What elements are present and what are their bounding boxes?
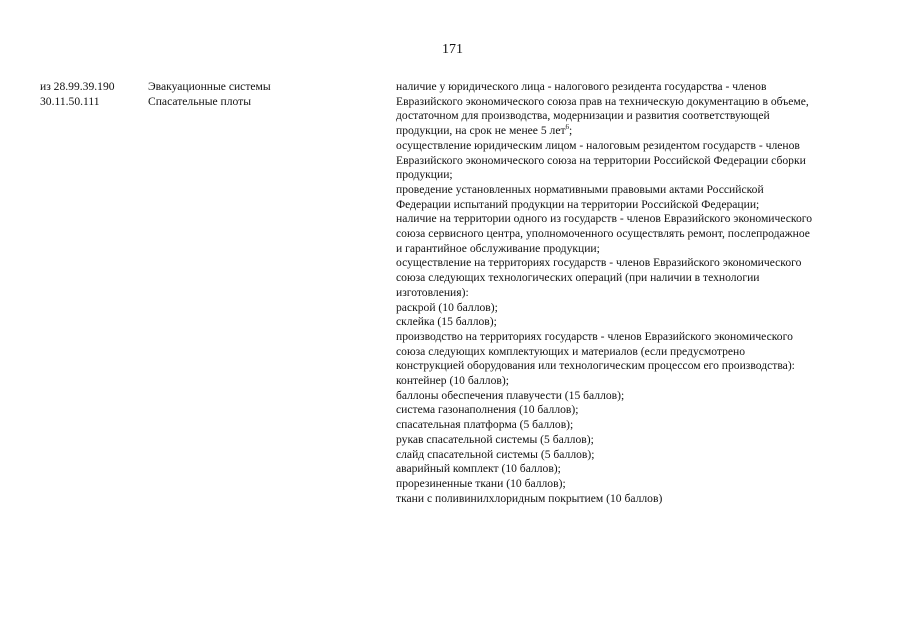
requirement-line: баллоны обеспечения плавучести (15 баллов);	[396, 388, 625, 402]
requirement-line: склейка (15 баллов);	[396, 315, 497, 329]
product-names-column	[148, 80, 388, 109]
requirement-line	[396, 124, 878, 139]
requirement-line: контейнер (10 баллов);	[396, 374, 509, 388]
requirement-punctuation: ;	[569, 124, 573, 138]
requirement-line: спасательная платформа (5 баллов);	[396, 418, 574, 432]
requirement-line: ткани с поливинилхлоридным покрытием (10 баллов)	[396, 491, 663, 505]
requirement-line: конструкцией оборудования или технологическим процессом его производства):	[396, 359, 795, 373]
requirement-line: союза следующих технологических операций (при наличии в технологии	[396, 271, 760, 285]
requirement-line: Федерации испытаний продукции на территории Российской Федерации;	[396, 197, 760, 211]
requirement-line: проведение установленных нормативными правовыми актами Российской	[396, 182, 764, 196]
requirement-line: осуществление на территориях государств - членов Евразийского экономического	[396, 256, 802, 270]
requirement-line: рукав спасательной системы (5 баллов);	[396, 432, 594, 446]
requirement-line: союза сервисного центра, уполномоченного осуществлять ремонт, послепродажное	[396, 227, 810, 241]
footnote-marker: 6	[565, 123, 570, 132]
requirement-text: продукции, на срок не менее 5 лет	[396, 124, 566, 138]
product-name: Эвакуационные системы	[148, 80, 271, 93]
requirements-column	[396, 80, 878, 506]
requirement-line: Евразийского экономического союза прав на техническую документацию в объеме,	[396, 94, 809, 108]
page-number: 171	[442, 42, 463, 57]
requirement-line: Евразийского экономического союза на территории Российской Федерации сборки	[396, 153, 806, 167]
requirement-line: продукции;	[396, 168, 453, 182]
product-code: из 28.99.39.190	[40, 80, 115, 93]
requirement-line: союза следующих комплектующих и материалов (если предусмотрено	[396, 344, 746, 358]
requirement-line: осуществление юридическим лицом - налоговым резидентом государств - членов	[396, 138, 800, 152]
product-codes-column	[40, 80, 140, 109]
requirement-line: производство на территориях государств - членов Евразийского экономического	[396, 329, 793, 343]
product-code: 30.11.50.111	[40, 94, 100, 108]
requirement-line: изготовления):	[396, 285, 469, 299]
requirement-line: аварийный комплект (10 баллов);	[396, 462, 561, 476]
product-name: Спасательные плоты	[148, 94, 252, 108]
requirement-line: система газонаполнения (10 баллов);	[396, 403, 579, 417]
requirement-line: наличие у юридического лица - налогового резидента государства - членов	[396, 80, 767, 93]
requirement-line: слайд спасательной системы (5 баллов);	[396, 447, 595, 461]
requirement-line: достаточном для производства, модернизации и развития соответствующей	[396, 109, 770, 123]
requirement-line: прорезиненные ткани (10 баллов);	[396, 476, 566, 490]
requirement-line: и гарантийное обслуживание продукции;	[396, 241, 600, 255]
requirement-line: раскрой (10 баллов);	[396, 300, 498, 314]
requirement-line: наличие на территории одного из государств - членов Евразийского экономического	[396, 212, 813, 226]
